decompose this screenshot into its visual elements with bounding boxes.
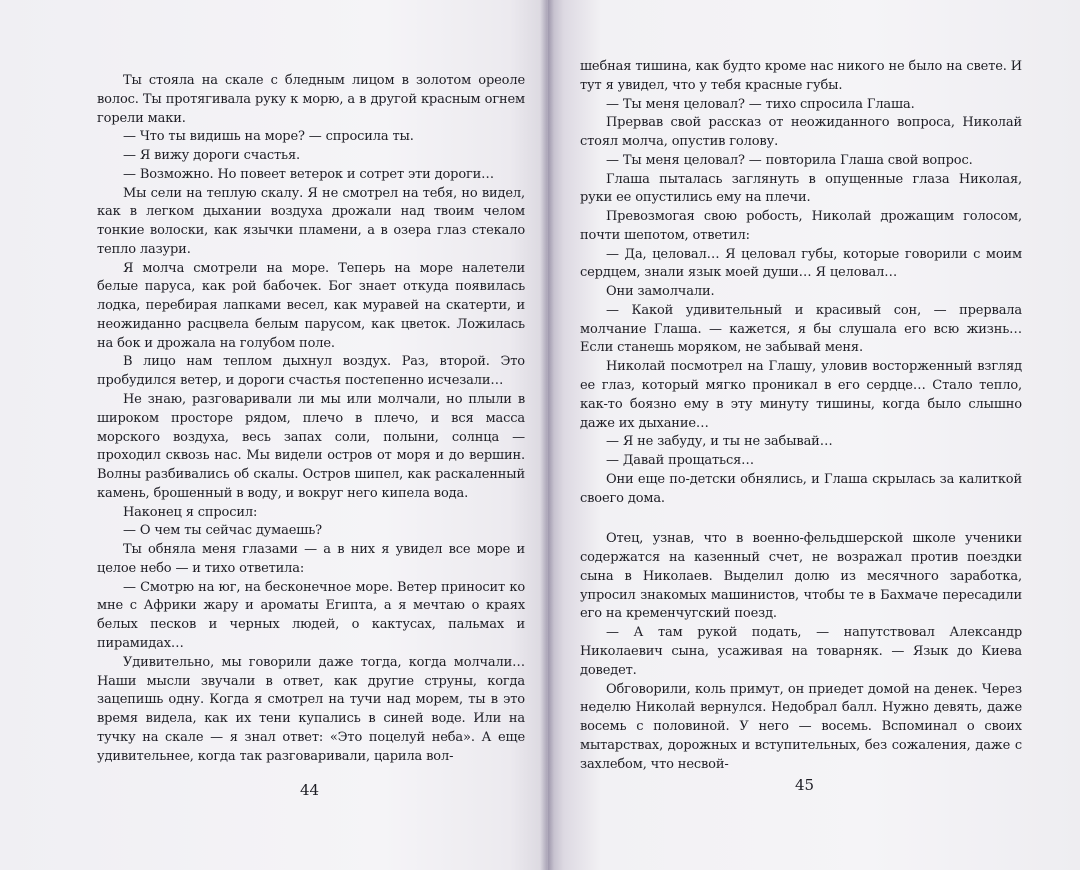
paragraph: Не знаю, разговаривали ли мы или молчали, но плыли в широком просторе рядом, плечо в плечо, и вся масса морского воздуха, весь запах соли, полыни, солнца — проходил сквозь нас. Мы видели остров от моря и до вершин. Волны разбивались об скалы. Остров шипел, как раскаленный камень, брошенный в воду, и вокруг него кипела вода. <box>97 392 525 501</box>
paragraph: — Возможно. Но повеет ветерок и сотрет эти дороги… <box>123 166 495 182</box>
paragraph: Ты стояла на скале с бледным лицом в золотом ореоле волос. Ты протягивала руку к морю, а в другой красным огнем горели маки. <box>97 73 525 126</box>
paragraph: — Что ты видишь на море? — спросила ты. <box>123 129 414 145</box>
paragraph: Мы сели на теплую скалу. Я не смотрел на тебя, но видел, как в легком дыхании воздуха дрожали над твоим челом тонкие волоски, как язычки пламени, а в озера глаз стекало тепло лазури. <box>97 185 525 257</box>
paragraph: — О чем ты сейчас думаешь? <box>123 523 322 539</box>
paragraph: Я молча смотрели на море. Теперь на море налетели белые паруса, как рой бабочек. Бог знает откуда появилась лодка, перебирая лапками весел, как муравей на скатерти, и неожиданно расцвела белым парусом, как цветок. Ложилась на бок и дрожала на голубом поле. <box>97 260 525 351</box>
paragraph: Отец, узнав, что в военно-фельдшерской школе ученики содержатся на казенный счет, не возражал против поездки сына в Николаев. Выделил долю из месячного заработка, упросил знакомых машинистов, чтобы те в Бахмаче пересадили его на кременчугский поезд. <box>580 531 1022 622</box>
paragraph: — Какой удивительный и красивый сон, — прервала молчание Глаша. — кажется, я бы слушала его всю жизнь… Если станешь моряком, не забывай меня. <box>580 302 1022 356</box>
paragraph: Николай посмотрел на Глашу, уловив восторженный взгляд ее глаз, который мягко проникал в его сердце… Стало тепло, как-то боязно ему в эту минуту тишины, когда было слышно даже их дыхание… <box>580 359 1022 431</box>
left-page-text <box>97 72 525 766</box>
paragraph: Они еще по-детски обнялись, и Глаша скрылась за калиткой своего дома. <box>580 471 1022 506</box>
paragraph: Обговорили, коль примут, он приедет домой на денек. Через неделю Николай вернулся. Недобрал балл. Нужно девять, даже восемь с половиной. У него — восемь. Вспоминал о своих мытарствах, дорожных и вступительных, без сожаления, даже с захлебом, что несвой- <box>580 681 1022 772</box>
paragraph: — А там рукой подать, — напутствовал Александр Николаевич сына, усаживая на товарняк. — Язык до Киева доведет. <box>580 625 1022 678</box>
paragraph: Превозмогая свою робость, Николай дрожащим голосом, почти шепотом, ответил: <box>580 209 1022 243</box>
page-number-left: 44 <box>300 781 320 799</box>
page-number-right: 45 <box>795 776 815 794</box>
paragraph: — Смотрю на юг, на бесконечное море. Ветер приносит ко мне с Африки жару и ароматы Египта, а я мечтаю о краях белых песков и черных людей, о кактусах, пальмах и пирамидах… <box>97 579 525 651</box>
paragraph: Удивительно, мы говорили даже тогда, когда молчали… Наши мысли звучали в ответ, как другие струны, когда зацепишь одну. Когда я смотрел на тучи над морем, ты в это время видела, как их тени купались в синей воде. Или на тучку на скале — я знал ответ: «Это поцелуй неба». А еще удивительнее, когда так разговаривали, царила вол- <box>97 654 525 764</box>
paragraph: Ты обняла меня глазами — а в них я увидел все море и целое небо — и тихо ответила: <box>97 542 525 576</box>
right-page-text <box>580 58 1022 774</box>
paragraph: — Ты меня целовал? — тихо спросила Глаша. <box>606 96 915 112</box>
paragraph: В лицо нам теплом дыхнул воздух. Раз, второй. Это пробудился ветер, и дороги счастья постепенно исчезали… <box>97 354 525 389</box>
paragraph: — Да, целовал… Я целовал губы, которые говорили с моим сердцем, знали язык моей души… Я целовал… <box>580 246 1022 281</box>
paragraph: Наконец я спросил: <box>123 504 258 520</box>
paragraph: Они замолчали. <box>606 284 715 300</box>
paragraph: — Давай прощаться… <box>606 453 755 469</box>
paragraph: — Я не забуду, и ты не забывай… <box>606 434 833 450</box>
paragraph: Прервав свой рассказ от неожиданного вопроса, Николай стоял молча, опустив голову. <box>580 115 1022 150</box>
paragraph: шебная тишина, как будто кроме нас никого не было на свете. И тут я увидел, что у тебя красные губы. <box>580 59 1022 93</box>
paragraph: — Ты меня целовал? — повторила Глаша свой вопрос. <box>606 152 973 168</box>
right-page <box>548 0 1080 870</box>
book-gutter-shadow <box>540 0 554 870</box>
paragraph: Глаша пыталась заглянуть в опущенные глаза Николая, руки ее опустились ему на плечи. <box>580 171 1022 206</box>
paragraph: — Я вижу дороги счастья. <box>123 148 300 164</box>
